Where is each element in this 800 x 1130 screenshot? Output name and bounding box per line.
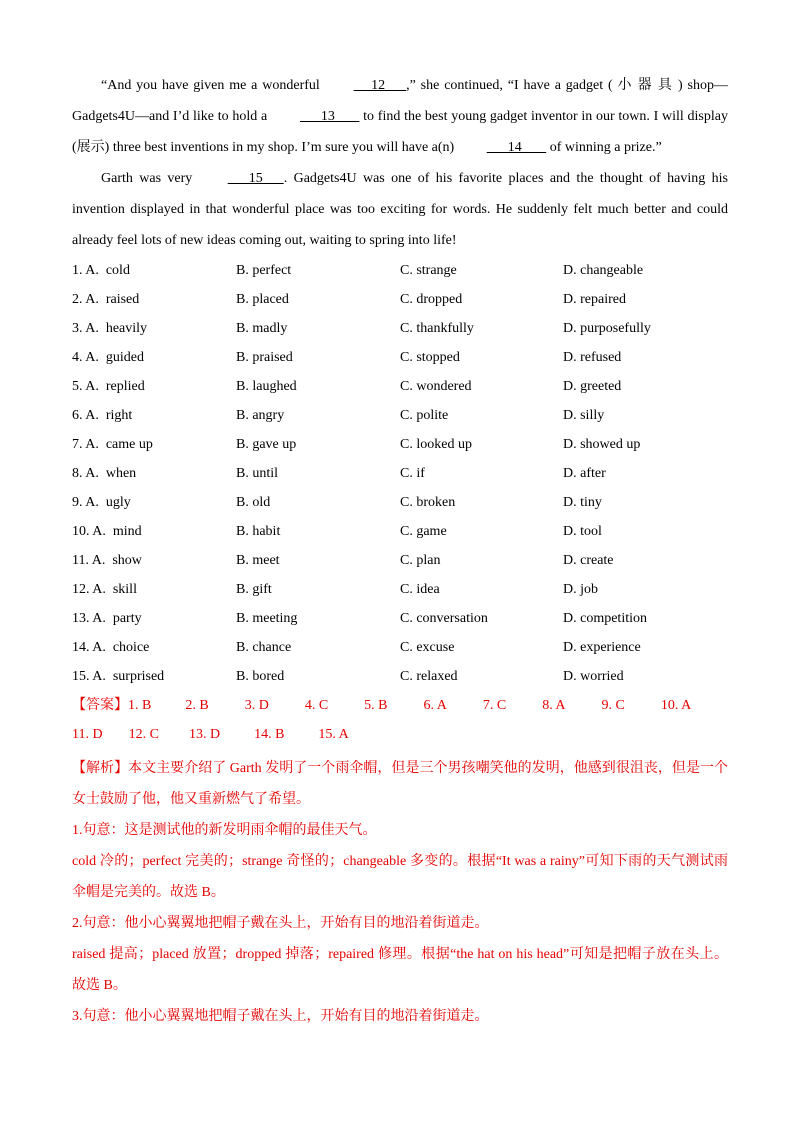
option-row: 7. A. came up B. gave up C. looked up D. showed up: [72, 436, 641, 452]
answer-item: 10. A: [660, 698, 692, 713]
answer-item: 11. D: [72, 727, 103, 742]
option-row: 1. A. cold B. perfect C. strange D. changeable: [72, 262, 644, 278]
explanation-q1-meaning: 1.句意：这是测试他的新发明雨伞帽的最佳天气。: [72, 823, 377, 838]
blank-13: 13: [299, 109, 360, 124]
options-list: [72, 256, 728, 691]
passage-text: to find the best young gadget inventor in our town. I will display (展示) three best inventions in my shop. I’m sure you will have a(n): [72, 109, 728, 155]
answer-item: 4. C: [304, 698, 329, 713]
option-row: 6. A. right B. angry C. polite D. silly: [72, 407, 605, 423]
explanation-summary: 【解析】本文主要介绍了 Garth 发明了一个雨伞帽，但是三个男孩嘲笑他的发明，他感到很沮丧，但是一个女士鼓励了他，他又重新燃气了希望。: [72, 761, 728, 807]
answer-item: 12. C: [128, 727, 159, 742]
answer-item: 6. A: [423, 698, 447, 713]
option-row: 13. A. party B. meeting C. conversation D. competition: [72, 610, 647, 626]
explanation-q3-meaning: 3.句意：他小心翼翼地把帽子戴在头上，开始有目的地沿着街道走。: [72, 1009, 489, 1024]
passage-text: of winning a prize.”: [546, 140, 662, 155]
blank-12: 12: [353, 78, 407, 93]
passage-text: ,” she continued, “I have a gadget ( 小 器 具 ) shop—Gadgets4U—and I’d like to hold a: [72, 78, 728, 124]
blank-14: 14: [486, 140, 547, 155]
answer-item: 2. B: [185, 698, 209, 713]
answer-item: 8. A: [542, 698, 566, 713]
answer-key: [72, 691, 728, 749]
answer-item: 9. C: [601, 698, 625, 713]
option-row: 15. A. surprised B. bored C. relaxed D. worried: [72, 668, 624, 684]
answer-item: 14. B: [254, 727, 285, 742]
passage-paragraph-2: [72, 163, 728, 256]
option-row: 3. A. heavily B. madly C. thankfully D. purposefully: [72, 320, 651, 336]
option-row: 4. A. guided B. praised C. stopped D. refused: [72, 349, 622, 365]
option-row: 8. A. when B. until C. if D. after: [72, 465, 606, 481]
answer-item: 15. A: [318, 727, 349, 742]
passage-text: “And you have given me a wonderful: [101, 78, 325, 93]
answer-item: 13. D: [188, 727, 221, 742]
blank-15: 15: [227, 171, 284, 186]
passage-text: Garth was very: [101, 171, 199, 186]
option-row: 2. A. raised B. placed C. dropped D. repaired: [72, 291, 626, 307]
answer-label: 【答案】: [72, 698, 128, 713]
option-row: 9. A. ugly B. old C. broken D. tiny: [72, 494, 602, 510]
answer-item: 1. B: [128, 698, 152, 713]
option-row: 12. A. skill B. gift C. idea D. job: [72, 581, 598, 597]
option-row: 10. A. mind B. habit C. game D. tool: [72, 523, 602, 539]
answer-item: 5. B: [364, 698, 388, 713]
passage-text: . Gadgets4U was one of his favorite places and the thought of having his invention displayed in that wonderful place was too exciting for words. He suddenly felt much better and could already feel lots of new ideas coming out, waiting to spring into life!: [72, 171, 728, 248]
passage-paragraph-1: [72, 70, 728, 163]
answer-item: 7. C: [482, 698, 507, 713]
document-page: [72, 70, 728, 1032]
explanation-q2-analysis: raised 提高；placed 放置；dropped 掉落；repaired 修理。根据“the hat on his head”可知是把帽子放在头上。故选 B。: [72, 947, 728, 993]
explanation-q1-analysis: cold 冷的；perfect 完美的；strange 奇怪的；changeable 多变的。根据“It was a rainy”可知下雨的天气测试雨伞帽是完美的。故选 B。: [72, 854, 728, 900]
answer-item: 3. D: [244, 698, 269, 713]
option-row: 11. A. show B. meet C. plan D. create: [72, 552, 614, 568]
option-row: 14. A. choice B. chance C. excuse D. experience: [72, 639, 641, 655]
explanation-q2-meaning: 2.句意：他小心翼翼地把帽子戴在头上，开始有目的地沿着街道走。: [72, 916, 489, 931]
option-row: 5. A. replied B. laughed C. wondered D. greeted: [72, 378, 622, 394]
